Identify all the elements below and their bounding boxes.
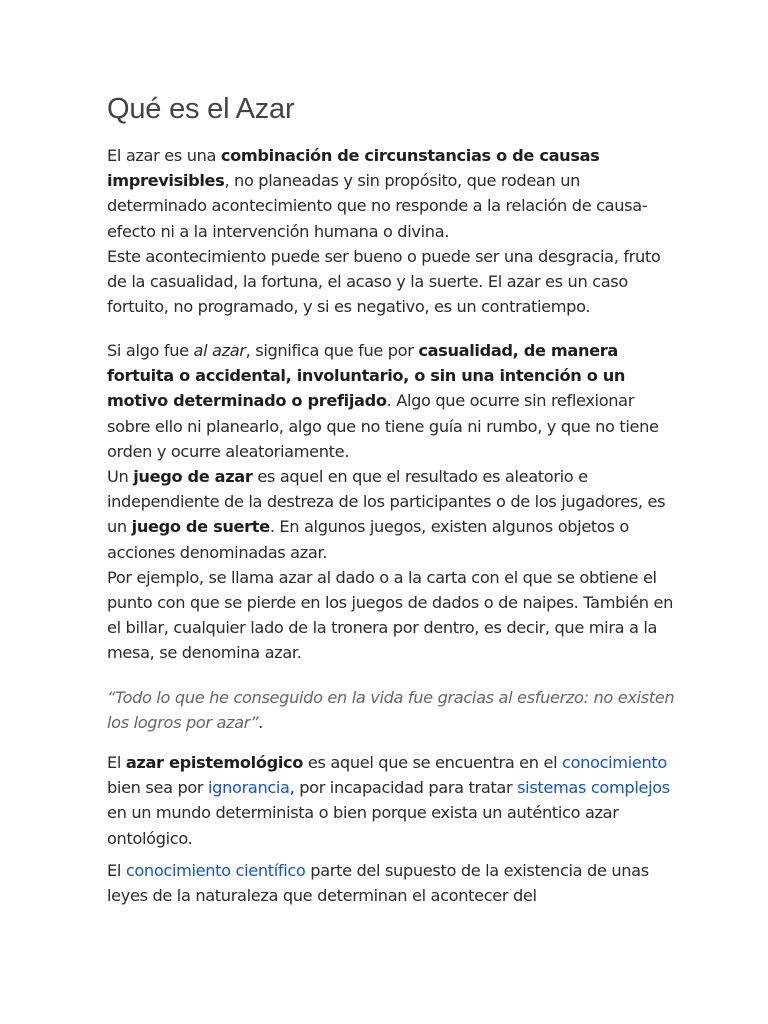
bold-text: juego de suerte	[131, 517, 270, 537]
text-span: , significa que fue por	[245, 341, 419, 360]
text-span: Si algo fue	[107, 341, 194, 360]
bold-text: azar epistemológico	[125, 753, 304, 772]
text-span: es aquel en que el resultado es aleatorio e independiente de la destreza de los participantes o de los jugadores, es un	[107, 467, 666, 537]
page-title: Qué es el Azar	[107, 93, 295, 125]
text-span: Un	[107, 467, 134, 487]
text-span: El	[107, 753, 126, 772]
link-ignorancia[interactable]: ignorancia	[208, 778, 290, 798]
text-span: Este acontecimiento puede ser bueno o puede ser una desgracia, fruto de la casualidad, la fortuna, el acaso y la suerte. El azar es un caso fortuito, no programado, y si es negativo, es un contratiempo.	[107, 246, 661, 317]
paragraph-definition	[107, 143, 677, 319]
italic-text: al azar	[193, 341, 246, 360]
link-sistemas-complejos[interactable]: sistemas complejos	[517, 778, 670, 798]
paragraph-epistemologico	[107, 750, 677, 851]
text-span: . En algunos juegos, existen algunos objetos o acciones denominadas azar.	[107, 517, 629, 562]
text-span: bien sea por	[107, 778, 209, 798]
text-span: . Algo que ocurre sin reflexionar sobre ello ni planearlo, algo que no tiene guía ni rumbo, y que no tiene orden y ocurre aleatoriamente.	[107, 391, 659, 461]
text-span: El	[107, 861, 126, 880]
quote-text: “Todo lo que he conseguido en la vida fue gracias al esfuerzo: no existen los logros por azar”	[107, 688, 675, 733]
text-span: es aquel que se encuentra en el	[303, 753, 563, 772]
bold-text: casualidad, de manera fortuita o accidental, involuntario, o sin una intención o un motivo determinado o prefijado	[107, 341, 626, 411]
text-span: , no planeadas y sin propósito, que rodean un determinado acontecimiento que no responde a la relación de causa-efecto ni a la intervención humana o divina.	[107, 171, 648, 241]
bold-text: juego de azar	[133, 467, 253, 487]
bold-text: combinación de circunstancias o de causas imprevisibles	[107, 146, 600, 191]
text-span: Por ejemplo, se llama azar al dado o a la carta con el que se obtiene el punto con que se pierde en los juegos de dados o de naipes. También en el billar, cualquier lado de la tronera por dentro, es decir, que mira a la mesa, se denomina azar.	[107, 567, 674, 663]
text-span: parte del supuesto de la existencia de unas leyes de la naturaleza que determinan el acontecer del	[107, 861, 649, 906]
link-conocimiento-cientifico[interactable]: conocimiento científico	[125, 861, 306, 880]
link-conocimiento[interactable]: conocimiento	[562, 753, 667, 772]
text-span: en un mundo determinista o bien porque exista un auténtico azar ontológico.	[107, 803, 619, 848]
text-span: El azar es una	[107, 146, 221, 165]
paragraph-al-azar	[107, 338, 677, 666]
text-span: , por incapacidad para tratar	[289, 778, 518, 798]
quote-paragraph	[107, 685, 677, 735]
text-span: .	[258, 713, 263, 733]
paragraph-conocimiento-cientifico	[107, 858, 677, 908]
